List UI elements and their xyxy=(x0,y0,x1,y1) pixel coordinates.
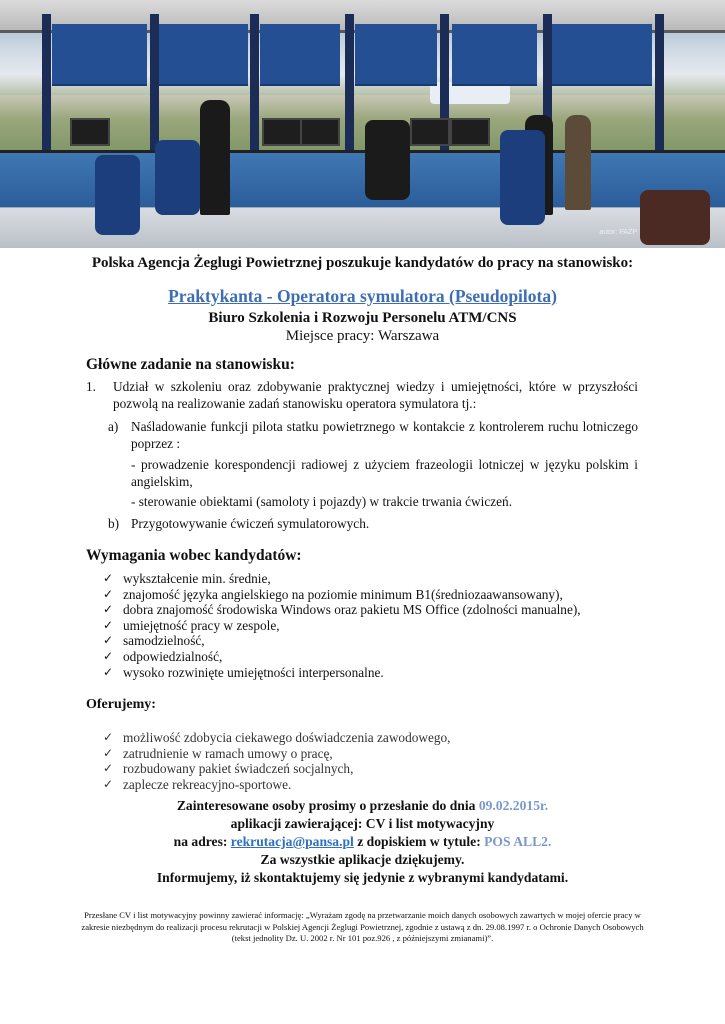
sub-item-b: Przygotowywanie ćwiczeń symulatorowych. xyxy=(131,516,370,531)
offer-text: rozbudowany pakiet świadczeń socjalnych, xyxy=(123,761,354,777)
offer-list xyxy=(103,730,451,792)
contact-line-2: aplikacji zawierającej: CV i list motywacyjny xyxy=(230,816,495,831)
intro-text: Polska Agencja Żeglugi Powietrznej poszukuje kandydatów do pracy na stanowisko: xyxy=(91,255,634,271)
window-blind xyxy=(260,24,340,86)
contact-text: Zainteresowane osoby prosimy o przesłanie do dnia xyxy=(176,798,479,813)
main-task-item: Udział w szkoleniu oraz zdobywanie praktycznej wiedzy i umiejętności, które w przyszłości pozwolą na realizowanie zadań stanowisku operatora symulatora tj.: xyxy=(113,379,638,411)
sub-item-label-a: a) xyxy=(108,419,119,434)
window-blind xyxy=(452,24,537,86)
contact-line-5: Informujemy, iż skontaktujemy się jedynie z wybranymi kandydatami. xyxy=(156,870,569,885)
contact-text: z dopiskiem w tytule: xyxy=(353,834,485,849)
list-item xyxy=(103,777,451,793)
controller-person xyxy=(565,115,591,210)
requirement-text: umiejętność pracy w zespole, xyxy=(123,617,280,633)
contact-line-1 xyxy=(0,798,725,814)
list-item xyxy=(103,633,581,649)
monitor xyxy=(262,118,302,146)
chair xyxy=(365,120,410,200)
email-link[interactable]: rekrutacja@pansa.pl xyxy=(230,834,354,849)
job-title: Praktykanta - Operatora symulatora (Pseudopilota) xyxy=(168,286,557,306)
contact-line-4: Za wszystkie aplikacje dziękujemy. xyxy=(260,852,465,867)
reference-code: POS ALL2. xyxy=(484,834,552,849)
list-item xyxy=(103,665,581,681)
monitor xyxy=(300,118,340,146)
checkmark-icon: ✓ xyxy=(103,617,114,632)
sub-item-a-detail-2: - sterowanie obiektami (samoloty i pojazdy) w trakcie trwania ćwiczeń. xyxy=(131,494,513,509)
list-item xyxy=(103,730,451,746)
chair xyxy=(500,130,545,225)
contact-line-3 xyxy=(0,834,725,850)
offer-text: możliwość zdobycia ciekawego doświadczenia zawodowego, xyxy=(123,730,451,745)
requirement-text: znajomość języka angielskiego na poziomie minimum B1(średniozaawansowany), xyxy=(123,586,563,602)
contact-text: na adres: xyxy=(173,834,231,849)
list-item xyxy=(103,571,581,587)
list-item xyxy=(103,746,451,762)
checkmark-icon: ✓ xyxy=(103,664,114,679)
gdpr-consent-note: Przesłane CV i list motywacyjny powinny zawierać informację: „Wyrażam zgodę na przetwarzanie moich danych osobowych zawartych w mojej ofercie pracy w zakresie niezbędnym do realizacji procesu rekrutacji w Polskiej Agencji Żeglugi Powietrznej, zgodnie z ustawą z dn. 29.08.1997 r. o Ochronie Danych Osobowych (tekst jednolity Dz. U. 2002 r. Nr 101 poz.926 , z późniejszymi zmianami)”. xyxy=(81,910,644,943)
checkmark-icon: ✓ xyxy=(103,602,114,617)
workplace: Miejsce pracy: Warszawa xyxy=(285,328,440,344)
list-item xyxy=(103,761,451,777)
checkmark-icon: ✓ xyxy=(103,571,114,585)
window-blind xyxy=(52,24,147,86)
requirement-text: wysoko rozwinięte umiejętności interpersonalne. xyxy=(123,664,384,680)
checkmark-icon: ✓ xyxy=(103,761,114,776)
list-item xyxy=(103,587,581,603)
sub-item-a-detail-1: - prowadzenie korespondencji radiowej z użyciem frazeologii lotniczej w języku polskim i angielskim, xyxy=(131,457,638,489)
chair xyxy=(640,190,710,245)
checkmark-icon: ✓ xyxy=(103,633,114,648)
item-number: 1. xyxy=(86,379,96,394)
department: Biuro Szkolenia i Rozwoju Personelu ATM/CNS xyxy=(208,310,517,326)
requirements-list xyxy=(103,571,581,680)
controller-person xyxy=(200,100,230,215)
offer-text: zatrudnienie w ramach umowy o pracę, xyxy=(123,745,333,761)
sub-item-a: Naśladowanie funkcji pilota statku powietrznego w kontakcie z kontrolerem ruchu lotniczego poprzez : xyxy=(131,419,638,451)
sub-item-label-b: b) xyxy=(108,516,120,531)
requirement-text: wykształcenie min. średnie, xyxy=(123,571,271,586)
requirement-text: dobra znajomość środowiska Windows oraz pakietu MS Office (zdolności manualne), xyxy=(123,602,581,618)
offer-heading: Oferujemy: xyxy=(86,697,156,712)
offer-text: zaplecze rekreacyjno-sportowe. xyxy=(123,776,292,792)
main-task-heading: Główne zadanie na stanowisku: xyxy=(86,356,295,373)
checkmark-icon: ✓ xyxy=(103,745,114,760)
checkmark-icon: ✓ xyxy=(103,730,114,744)
photo-credit: autor: PAŻP xyxy=(599,229,637,236)
requirement-text: odpowiedzialność, xyxy=(123,648,223,664)
list-item xyxy=(103,618,581,634)
chair xyxy=(155,140,200,215)
window-blind xyxy=(355,24,437,86)
monitor xyxy=(410,118,450,146)
chair xyxy=(95,155,140,235)
window-blind xyxy=(158,24,248,86)
deadline-date: 09.02.2015r. xyxy=(478,798,549,813)
checkmark-icon: ✓ xyxy=(103,648,114,663)
checkmark-icon: ✓ xyxy=(103,586,114,601)
list-item xyxy=(103,649,581,665)
list-item xyxy=(103,602,581,618)
monitor xyxy=(70,118,110,146)
window-blind xyxy=(552,24,652,86)
header-photo xyxy=(0,0,725,248)
requirement-text: samodzielność, xyxy=(123,633,205,649)
monitor xyxy=(450,118,490,146)
checkmark-icon: ✓ xyxy=(103,776,114,791)
requirements-heading: Wymagania wobec kandydatów: xyxy=(86,547,302,564)
